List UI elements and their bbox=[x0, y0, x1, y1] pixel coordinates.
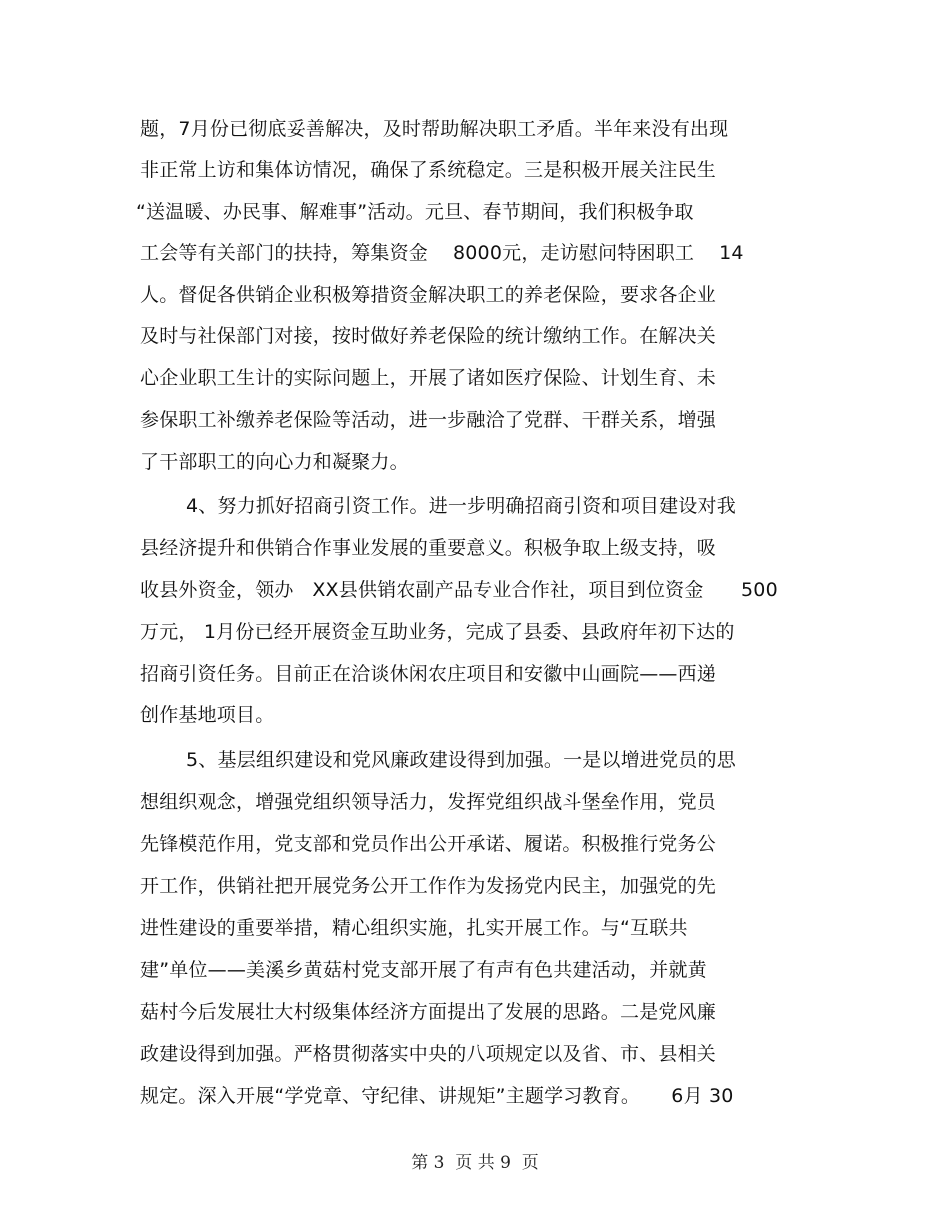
text-line: 万元， 1月份已经开展资金互助业务，完成了县委、县政府年初下达的 bbox=[140, 621, 735, 643]
text-line: 工会等有关部门的扶持，筹集资金 8000元，走访慰问特困职工 14 bbox=[140, 242, 744, 264]
text-line: 先锋模范作用，党支部和党员作出公开承诺、履诺。积极推行党务公 bbox=[140, 833, 717, 855]
text-line: 开工作，供销社把开展党务公开工作作为发扬党内民主，加强党的先 bbox=[140, 875, 717, 897]
text-line: 菇村今后发展壮大村级集体经济方面提出了发展的思路。二是党风廉 bbox=[140, 1001, 717, 1023]
text-line: 进性建设的重要举措，精心组织实施，扎实开展工作。与“互联共 bbox=[140, 917, 688, 939]
text-line: 了干部职工的向心力和凝聚力。 bbox=[140, 451, 409, 473]
text-line: 非正常上访和集体访情况，确保了系统稳定。三是积极开展关注民生 bbox=[140, 159, 717, 181]
text-line: 县经济提升和供销合作事业发展的重要意义。积极争取上级支持，吸 bbox=[140, 537, 717, 559]
text-line: 及时与社保部门对接，按时做好养老保险的统计缴纳工作。在解决关 bbox=[140, 325, 717, 347]
text-line: 想组织观念，增强党组织领导活力，发挥党组织战斗堡垒作用，党员 bbox=[140, 791, 717, 813]
paragraph-heading: 4、努力抓好招商引资工作。进一步明确招商引资和项目建设对我 bbox=[186, 495, 736, 517]
text-line: 招商引资任务。目前正在洽谈休闲农庄项目和安徽中山画院——西递 bbox=[140, 663, 717, 685]
text-line: “送温暖、办民事、解难事”活动。元旦、春节期间，我们积极争取 bbox=[136, 201, 694, 223]
text-line: 收县外资金，领办 XX县供销农副产品专业合作社，项目到位资金 500 bbox=[140, 579, 778, 601]
text-line: 心企业职工生计的实际问题上，开展了诸如医疗保险、计划生育、未 bbox=[140, 367, 717, 389]
paragraph-heading: 5、基层组织建设和党风廉政建设得到加强。一是以增进党员的思 bbox=[186, 749, 736, 771]
text-line: 创作基地项目。 bbox=[140, 704, 275, 726]
text-line: 题，7月份已彻底妥善解决，及时帮助解决职工矛盾。半年来没有出现 bbox=[140, 118, 729, 140]
text-line: 人。督促各供销企业积极筹措资金解决职工的养老保险，要求各企业 bbox=[140, 284, 717, 306]
text-line: 参保职工补缴养老保险等活动，进一步融洽了党群、干群关系，增强 bbox=[140, 409, 717, 431]
text-line: 政建设得到加强。严格贯彻落实中央的八项规定以及省、市、县相关 bbox=[140, 1043, 717, 1065]
page-number-footer: 第 3 页 共 9 页 bbox=[411, 1153, 539, 1173]
text-line: 规定。深入开展“学党章、守纪律、讲规矩”主题学习教育。 6月 30 bbox=[140, 1085, 734, 1107]
text-line: 建”单位——美溪乡黄菇村党支部开展了有声有色共建活动，并就黄 bbox=[140, 959, 707, 981]
